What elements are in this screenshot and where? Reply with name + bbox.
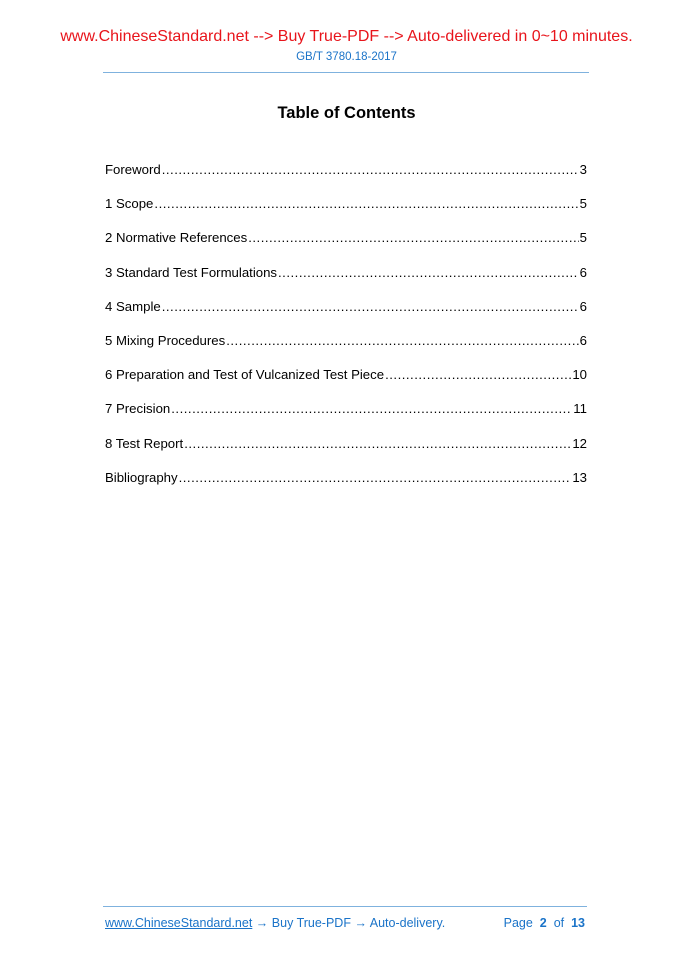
arrow-right-icon: → bbox=[255, 916, 269, 930]
toc-entry-scope[interactable] bbox=[105, 194, 587, 228]
page-title: Table of Contents bbox=[277, 104, 416, 122]
toc-entry-page: 12 bbox=[572, 435, 587, 451]
toc-entry-page: 6 bbox=[579, 332, 587, 348]
toc-entry-page: 5 bbox=[579, 196, 587, 212]
header-divider bbox=[103, 72, 589, 73]
top-banner[interactable]: www.ChineseStandard.net --> Buy True-PDF --> Auto-delivered in 0~10 minutes. bbox=[60, 28, 633, 45]
toc-leader-dots bbox=[184, 434, 571, 454]
buy-true-pdf-text: Buy True-PDF bbox=[271, 916, 351, 930]
footer-links bbox=[105, 916, 445, 930]
arrow-right-icon: → bbox=[354, 916, 367, 930]
toc-leader-dots bbox=[278, 263, 579, 283]
toc-entry-page: 10 bbox=[572, 367, 587, 383]
total-pages: 13 bbox=[571, 916, 585, 930]
toc-leader-dots bbox=[154, 194, 578, 214]
toc-entry-label: 7 Precision bbox=[105, 401, 171, 417]
toc-entry-label: Bibliography bbox=[105, 469, 178, 485]
footer-divider bbox=[103, 906, 587, 907]
toc-entry-page: 5 bbox=[579, 230, 587, 246]
toc-entry-test-report[interactable] bbox=[105, 434, 587, 468]
toc-entry-precision[interactable] bbox=[105, 399, 587, 433]
table-of-contents bbox=[105, 160, 587, 502]
toc-entry-label: 4 Sample bbox=[105, 298, 161, 314]
toc-entry-page: 6 bbox=[579, 298, 587, 314]
toc-leader-dots bbox=[385, 365, 571, 385]
toc-entry-standard-test-formulations[interactable] bbox=[105, 263, 587, 297]
toc-leader-dots bbox=[248, 228, 578, 248]
toc-entry-mixing-procedures[interactable] bbox=[105, 331, 587, 365]
page-of-label: of bbox=[553, 916, 565, 930]
toc-entry-label: 8 Test Report bbox=[105, 435, 184, 451]
toc-entry-bibliography[interactable] bbox=[105, 468, 587, 502]
toc-entry-sample[interactable] bbox=[105, 297, 587, 331]
toc-leader-dots bbox=[226, 331, 578, 351]
toc-leader-dots bbox=[171, 399, 572, 419]
toc-entry-page: 11 bbox=[573, 401, 587, 417]
toc-entry-page: 13 bbox=[572, 469, 587, 485]
toc-entry-label: 3 Standard Test Formulations bbox=[105, 264, 278, 280]
toc-leader-dots bbox=[179, 468, 572, 488]
toc-leader-dots bbox=[162, 297, 579, 317]
toc-entry-label: 5 Mixing Procedures bbox=[105, 332, 226, 348]
page-number bbox=[504, 916, 585, 930]
toc-entry-label: 6 Preparation and Test of Vulcanized Test Piece bbox=[105, 367, 385, 383]
toc-entry-foreword[interactable] bbox=[105, 160, 587, 194]
toc-entry-preparation-and-test[interactable] bbox=[105, 365, 587, 399]
toc-entry-normative-references[interactable] bbox=[105, 228, 587, 262]
toc-entry-label: Foreword bbox=[105, 162, 161, 177]
page-label: Page bbox=[503, 916, 533, 930]
current-page: 2 bbox=[539, 916, 547, 930]
toc-entry-label: 2 Normative References bbox=[105, 230, 248, 246]
document-code: GB/T 3780.18-2017 bbox=[296, 51, 397, 63]
toc-entry-page: 3 bbox=[579, 162, 587, 177]
chinesestandard-link[interactable]: www.ChineseStandard.net bbox=[105, 916, 253, 930]
auto-delivery-text: Auto-delivery. bbox=[369, 916, 446, 930]
toc-leader-dots bbox=[162, 160, 579, 180]
toc-entry-label: 1 Scope bbox=[105, 196, 154, 212]
toc-entry-page: 6 bbox=[579, 264, 587, 280]
